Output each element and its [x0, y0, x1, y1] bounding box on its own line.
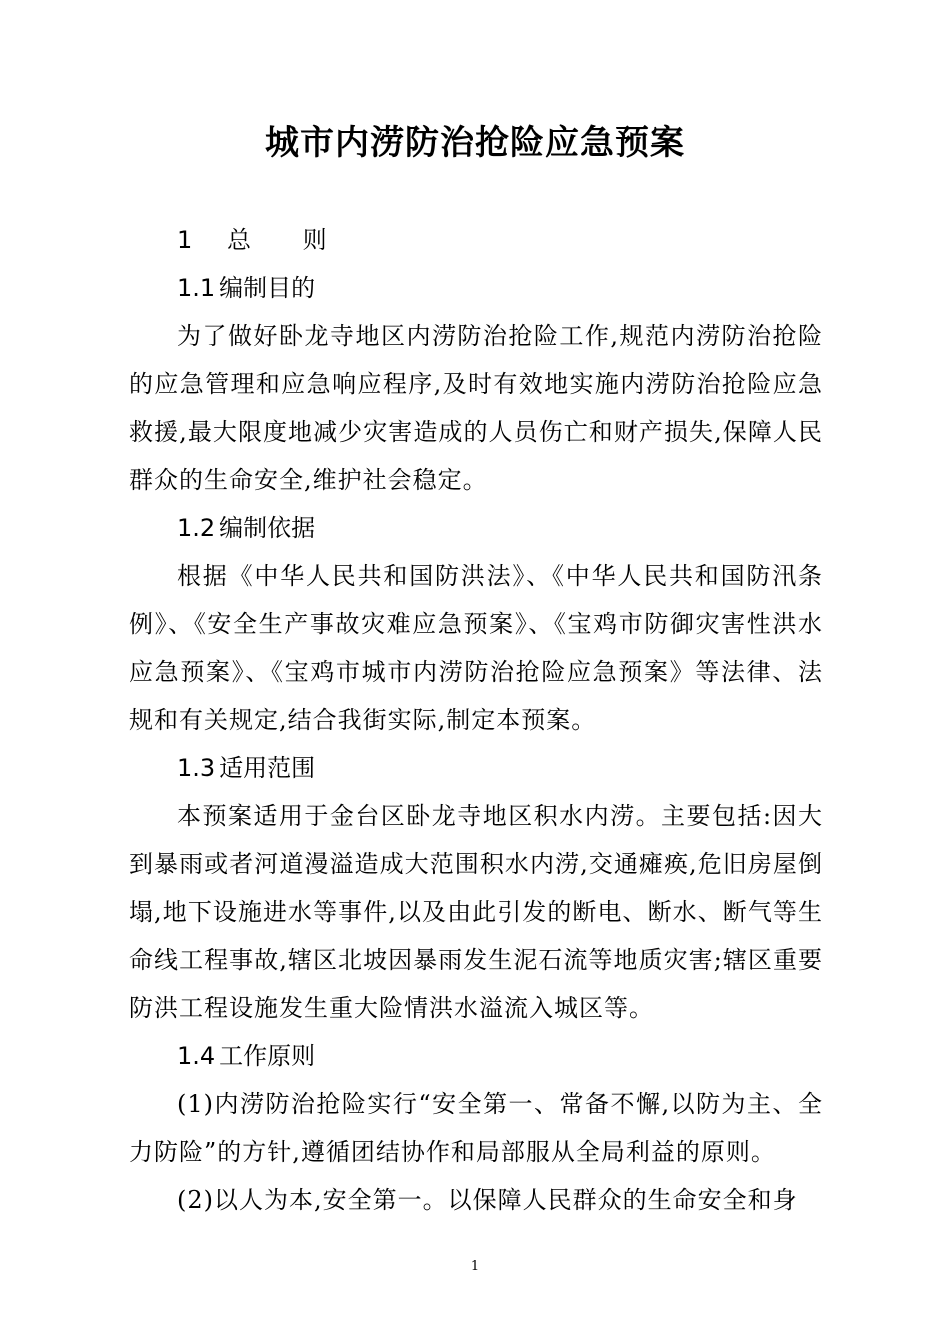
document-body — [129, 216, 823, 1224]
section-label: 编制依据 — [219, 514, 316, 542]
paragraph-basis: 根据《中华人民共和国防洪法》、《中华人民共和国防汛条例》、《安全生产事故灾难应急预案》、《宝鸡市防御灾害性洪水应急预案》、《宝鸡市城市内涝防治抢险应急预案》等法律、法规和有关规定,结合我街实际,制定本预案。 — [129, 562, 823, 734]
section-label: 适用范围 — [219, 754, 316, 782]
section-label: 工作原则 — [219, 1042, 316, 1070]
section-number: 1.2 — [177, 514, 216, 542]
section-heading-principles — [129, 1032, 823, 1080]
paragraph-purpose: 为了做好卧龙寺地区内涝防治抢险工作,规范内涝防治抢险的应急管理和应急响应程序,及时有效地实施内涝防治抢险应急救援,最大限度地减少灾害造成的人员伤亡和财产损失,保障人民群众的生命安全,维护社会稳定。 — [129, 322, 823, 494]
page-number: 1 — [470, 1259, 480, 1274]
section-number: 1.1 — [177, 274, 216, 302]
section-number: 1.3 — [177, 754, 216, 782]
section-heading-scope — [129, 744, 823, 792]
document-title: 城市内涝防治抢险应急预案 — [265, 123, 685, 163]
paragraph-scope: 本预案适用于金台区卧龙寺地区积水内涝。主要包括:因大到暴雨或者河道漫溢造成大范围积水内涝,交通瘫痪,危旧房屋倒塌,地下设施进水等事件,以及由此引发的断电、断水、断气等生命线工程事故,辖区北坡因暴雨发生泥石流等地质灾害;辖区重要防洪工程设施发生重大险情洪水溢流入城区等。 — [129, 802, 823, 1022]
section-number: 1 — [177, 226, 193, 254]
section-heading-purpose — [129, 264, 823, 312]
section-heading-basis — [129, 504, 823, 552]
section-label: 编制目的 — [219, 274, 316, 302]
section-label: 总 则 — [227, 226, 349, 254]
section-number: 1.4 — [177, 1042, 216, 1070]
section-heading-general — [129, 216, 823, 264]
paragraph-principle-1: (1)内涝防治抢险实行“安全第一、常备不懈,以防为主、全力防险”的方针,遵循团结协作和局部服从全局利益的原则。 — [129, 1090, 823, 1166]
paragraph-principle-2: (2)以人为本,安全第一。以保障人民群众的生命安全和身 — [177, 1186, 798, 1214]
